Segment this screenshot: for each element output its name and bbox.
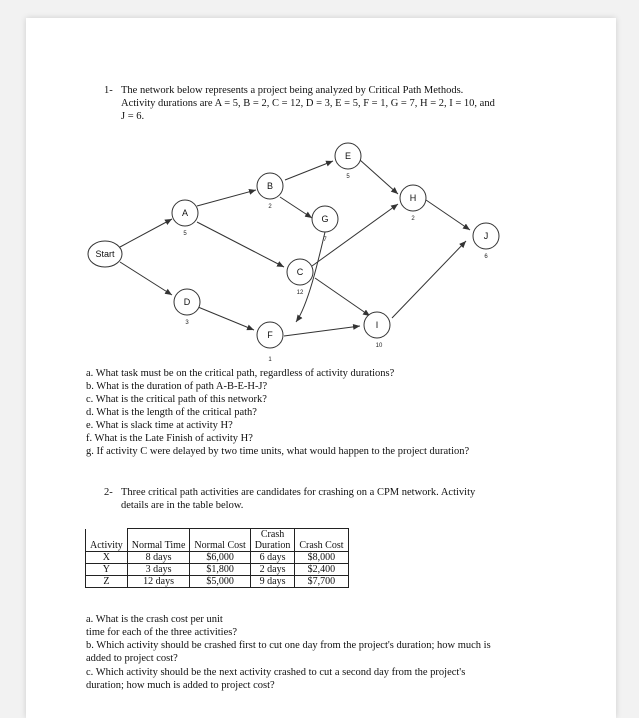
q1-question-b: b. What is the duration of path A-B-E-H-J? [86,381,268,392]
node-e-duration: 5 [346,174,350,180]
header-crash-duration-line2: Duration [254,540,291,551]
q1-line-1: The network below represents a project being analyzed by Critical Path Methods. [121,85,464,96]
node-j-duration: 6 [484,254,488,260]
node-b-duration: 2 [268,204,272,210]
node-g-duration: 7 [323,237,327,243]
q1-number: 1- [104,85,113,96]
edge-c-i [315,278,370,316]
q2-number: 2- [104,487,113,498]
table-row [86,576,349,588]
q1-question-f: f. What is the Late Finish of activity H? [86,433,253,444]
node-c-duration: 12 [296,290,304,296]
header-normal-cost: Normal Cost [190,529,250,552]
node-h-label: H [409,193,417,203]
edge-e-h [360,160,398,194]
cell-normal-time: 8 days [127,552,190,564]
cell-activity: X [86,552,128,564]
cell-crash-duration: 6 days [250,552,295,564]
q2-question-c-line2: duration; how much is added to project cost? [86,680,275,691]
q1-line-3: J = 6. [121,111,145,122]
edge-start-a [120,219,172,247]
edge-a-c [197,222,284,267]
q1-question-g: g. If activity C were delayed by two time units, what would happen to the project duration? [86,446,470,457]
cell-crash-cost: $7,700 [295,576,348,588]
cell-crash-duration: 2 days [250,564,295,576]
table-row [86,564,349,576]
q2-question-a-line2: time for each of the three activities? [86,627,238,638]
q2-line-1: Three critical path activities are candidates for crashing on a CPM network. Activity [121,487,476,498]
table-row [86,552,349,564]
edge-d-f [198,307,254,330]
q1-question-a: a. What task must be on the critical path, regardless of activity durations? [86,368,395,379]
cell-normal-time: 12 days [127,576,190,588]
edge-a-b [197,190,256,206]
crash-table [85,528,349,588]
cell-crash-duration: 9 days [250,576,295,588]
node-f-label: F [267,330,273,340]
node-a-label: A [181,208,189,218]
header-activity: Activity [86,529,128,552]
header-crash-duration-line1: Crash [260,529,285,540]
node-h-duration: 2 [411,216,415,222]
node-d-label: D [183,297,191,307]
edge-f-i [284,326,360,336]
edge-start-d [120,262,172,295]
header-normal-time: Normal Time [127,529,190,552]
cell-normal-cost: $5,000 [190,576,250,588]
node-j-label: J [483,231,489,241]
header-crash-duration [250,529,295,552]
edge-h-j [426,200,470,230]
node-c-label: C [296,267,304,277]
node-g-label: G [321,214,329,224]
q2-question-a-line1: a. What is the crash cost per unit [86,614,223,625]
q1-line-2: Activity durations are A = 5, B = 2, C = 12, D = 3, E = 5, F = 1, G = 7, H = 2, I = 10, and [121,98,495,109]
edge-b-e [285,161,333,180]
q1-question-c: c. What is the critical path of this network? [86,394,267,405]
edge-b-g [280,197,312,218]
node-e-label: E [344,151,352,161]
cell-activity: Y [86,564,128,576]
node-start-label: Start [95,249,115,259]
node-b-label: B [266,181,274,191]
q1-question-d: d. What is the length of the critical path? [86,407,257,418]
cell-crash-cost: $8,000 [295,552,348,564]
cell-normal-cost: $1,800 [190,564,250,576]
q2-question-b-line1: b. Which activity should be crashed first to cut one day from the project's duration; how much is [86,640,491,651]
edge-i-j [392,241,466,318]
q2-question-c-line1: c. Which activity should be the next activity crashed to cut a second day from the project's [86,667,466,678]
node-a-duration: 5 [183,231,187,237]
cell-activity: Z [86,576,128,588]
header-crash-cost: Crash Cost [295,529,348,552]
cell-normal-cost: $6,000 [190,552,250,564]
table-header-row [86,529,349,552]
node-i-duration: 10 [375,343,383,349]
cell-normal-time: 3 days [127,564,190,576]
q2-question-b-line2: added to project cost? [86,653,178,664]
node-d-duration: 3 [185,320,189,326]
cell-crash-cost: $2,400 [295,564,348,576]
q2-line-2: details are in the table below. [121,500,244,511]
q1-question-e: e. What is slack time at activity H? [86,420,233,431]
node-i-label: I [375,320,379,330]
node-f-duration: 1 [268,357,272,363]
